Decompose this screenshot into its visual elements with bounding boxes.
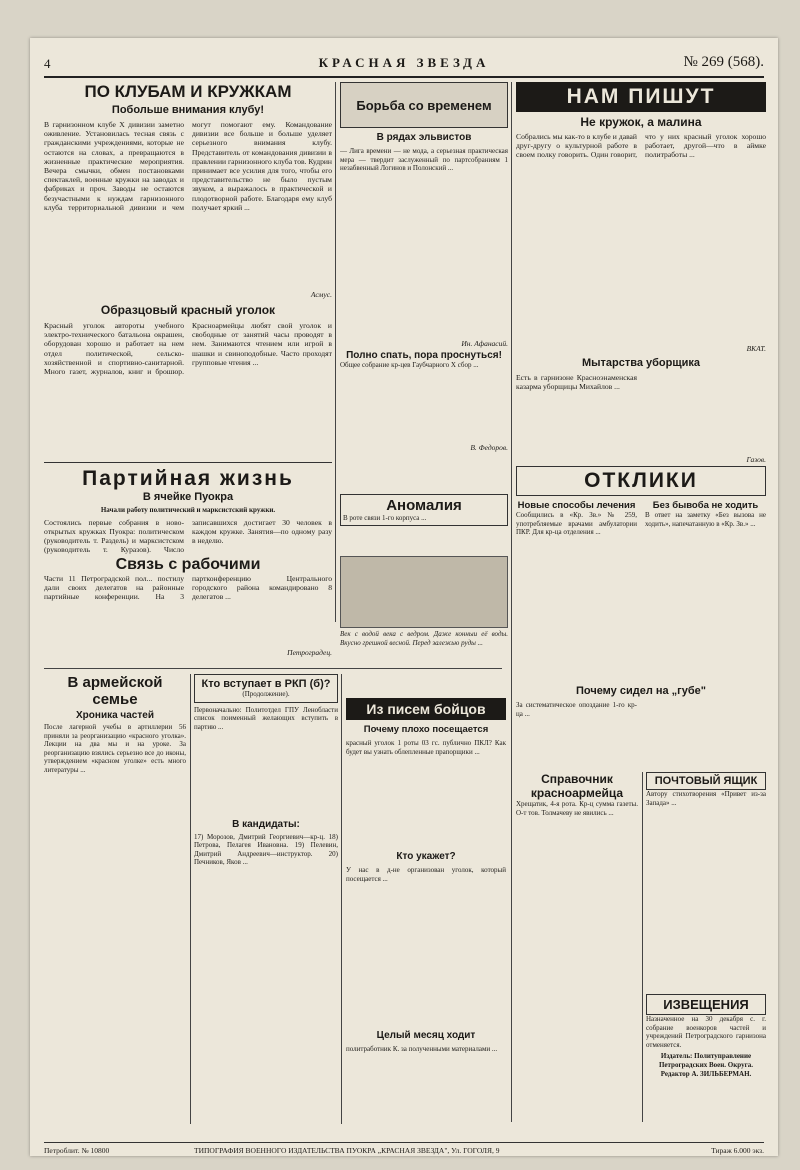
newspaper-page	[30, 38, 778, 1156]
notices-title: ИЗВЕЩЕНИЯ	[646, 994, 766, 1015]
battle-text: — Лига времени — не мода, а серьезная практическая мера — твердит заслуженный по партсобраниям 1 незабвенный Логинов и Полонский ...	[340, 147, 508, 173]
response1-title: Новые способы лечения	[517, 500, 636, 511]
q1-text: красный уголок 1 роты 03 гс. публично ПКЛ? Как будет вы узнать облепленные прапорщики ...	[346, 739, 506, 756]
notices-text: Назначенное на 30 декабря с. г. собрание военкоров частей и учреждений Петроградского гарнизона отменяется.	[646, 1015, 766, 1049]
responses-section	[516, 466, 766, 766]
rkp-paren: (Продолжение).	[242, 690, 290, 698]
battle-title: Борьба со временем	[356, 97, 492, 113]
sleep-text: Общее собрание кр-цев Гаубчарного X сбор ...	[340, 361, 479, 369]
soldiers-letters-section	[346, 698, 506, 1123]
anomaly-text: В роте связи 1-го корпуса ...	[343, 514, 427, 522]
footer-right: Тираж 6.000 экз.	[711, 1146, 764, 1155]
guide-text: Хрещатик, 4-я рота. Кр-ц сумма газеты. О-т тов. Толмачеву не явились ...	[516, 800, 638, 817]
sleep-sign: В. Федоров.	[470, 443, 508, 452]
army-family-text: После лагерной учебы в артиллерии 56 приняли за реорганизацию «красного уголка». Лекции на два мы и на уроке. За реорганизацию взялись серьезно все до иконы, утверждением «красном уголке» есть много литературы ...	[44, 723, 186, 774]
newspaper-title: КРАСНАЯ ЗВЕЗДА	[318, 55, 490, 70]
soldiers-letters-title: Из писем бойцов	[346, 698, 506, 720]
workers-title: Связь с рабочими	[115, 556, 261, 573]
workers-text: Части 11 Петроградской пол... постилу дали своих делегатов на районные партийные конференции. На 3 партконференцию Центрального городского района командировано 8 делегатов ...	[44, 574, 332, 602]
q1-title: Почему плохо посещается	[363, 724, 489, 735]
response2-text: В ответ на заметку «Без вызова не ходить», напечатанную в «Кр. Зв.» ...	[645, 511, 766, 528]
mailbox-section	[646, 772, 766, 1122]
clubs-section	[44, 82, 332, 452]
rkp-title: Кто вступает в РКП (б)?	[201, 678, 331, 690]
party-subtitle: В ячейке Пуокра	[142, 491, 234, 503]
column-divider	[511, 82, 512, 1122]
rkp-list: 17) Морозов, Дмитрий Георгиевич—кр-ц. 18) Петрова, Пелагея Ивановна. 19) Пелевин, Дмитрий Андреевич—инструктор. 20) Печников, Яков ...	[194, 832, 338, 867]
letters-text: Собрались мы как-то в клубе и давай друг-другу о культурной работе в своем полку говорить. Один говорит, что у них красный уголок хорошо работает, другой—что в аймке политработы ...	[516, 132, 766, 160]
page-number: 4	[44, 56, 51, 71]
letters-section	[516, 82, 766, 462]
cleaner-title: Мытарства уборщика	[581, 357, 701, 369]
battle-section-title: В рядах эльвистов	[376, 132, 472, 143]
issue-number: № 269 (568).	[683, 54, 764, 70]
response2-title: Без бывоба не ходить	[652, 500, 759, 511]
anomaly-poem: Век с водой века с ведром. Даже конныи её воды. Вкусно грешной весной. Перед залежью руды ...	[340, 630, 508, 647]
clubs-sign: Асмус.	[310, 290, 332, 299]
footer-left: Петроблит. № 10800	[44, 1146, 110, 1155]
letters-subtitle: Не кружок, а малина	[580, 115, 702, 129]
page-header	[44, 52, 764, 78]
column-divider	[190, 674, 191, 1124]
rkp-section	[194, 674, 338, 1124]
clubs-title: ПО КЛУБАМ И КРУЖКАМ	[84, 82, 292, 101]
party-text: Состоялись первые собрания в ново-открытых кружках Пуокра: политическом (руководитель т. Раздель) и марксистском (руководитель т. Куразов). Число записавшихся достигает 30 человек в каждом кружке. Занятия—по одному разу в неделю.	[44, 517, 332, 555]
section-divider	[44, 668, 502, 669]
army-family-title: В армейской семье	[67, 674, 163, 708]
mailbox-title: ПОЧТОВЫЙ ЯЩИК	[646, 772, 766, 790]
battle-section	[340, 82, 508, 492]
workers-section	[44, 556, 332, 664]
footer-center: ТИПОГРАФИЯ ВОЕННОГО ИЗДАТЕЛЬСТВА ПУОКРА „КРАСНАЯ ЗВЕЗДА", Ул. ГОГОЛЯ, 9	[194, 1146, 500, 1155]
guide-section	[516, 772, 638, 1122]
army-family-section	[44, 674, 186, 1124]
anomaly-section	[340, 494, 508, 666]
candidates-heading: В кандидаты:	[232, 818, 300, 830]
responses-title: ОТКЛИКИ	[516, 466, 766, 496]
corner-text: Красный уголок автороты учебного электро-технического батальона окрашен, оборудован хорошо и работает на нем отдел политической, сельско-хозяйственной и спортивно-санитарной. Много газет, журналов, книг и брошюр. Красноармейцы любят свой уголок и свободные от занятий часы проводят в нем. Занимаются чтением или игрой в шашки и свиноподобные. Часто проходят групповые чтения ...	[44, 321, 332, 377]
letters-sign: ВКАТ.	[746, 344, 766, 353]
cleaner-sign: Газов.	[746, 455, 766, 462]
column-divider	[642, 772, 643, 1122]
cleaner-text: Есть в гарнизоне Красноэнаменская казарма уборщицы Михайлов ...	[516, 373, 637, 392]
clubs-text: В гарнизонном клубе X дивизии заметно оживление. Установилась тесная связь с гражданскими учреждениями, которые не остаются на словах, а превращаются в жизненные практические мероприятия. Вечера смычки, обмен постановками спектаклей, военные кружки на заводах и фабриках и проч. Заводы не остаются безучастными к нуждам гарнизонного клуба территориальной дивизии и чем могут помогают ему. Командование дивизии все больше и больше уделяет серьезного внимания клубу. Представитель от командования дивизии в правлении гарнизонного клуба тов. Кудрин принимает все усилия для того, чтобы его представительство не было пустым звуком, а выражалось в практической и плодотворной работе. Благодаря ему клуб получает яркий ...	[44, 120, 332, 212]
workers-sign: Петроградец.	[287, 648, 332, 657]
sleep-title: Полно спать, пора проснуться!	[346, 350, 502, 361]
anomaly-title: Аномалия	[386, 497, 462, 514]
mailbox-text: Автору стихотворения «Привет из-за Запада» ...	[646, 790, 766, 807]
publisher: Издатель: Политуправление Петроградских Воен. Округа. Редактор А. ЗИЛЬБЕРМАН.	[658, 1052, 754, 1078]
letters-title: НАМ ПИШУТ	[516, 82, 766, 112]
battle-banner	[340, 82, 508, 128]
column-divider	[341, 674, 342, 1124]
q3-title: Целый месяц ходит	[376, 1030, 476, 1041]
response3-title: Почему сидел на „губе"	[575, 685, 707, 697]
cartoon-illustration	[340, 556, 508, 628]
party-kicker: Начали работу политический и марксистский кружки.	[100, 506, 276, 514]
army-family-subtitle: Хроника частей	[76, 710, 154, 721]
guide-title: Справочник красноармейца	[530, 772, 624, 800]
party-title: Партийная жизнь	[82, 467, 294, 490]
q2-title: Кто укажет?	[396, 851, 456, 862]
page-footer	[44, 1142, 764, 1155]
response1-text: Сообщились в «Кр. Зв.» № 259, употребляемые врачами амбулатории ПКР. Для кр-ца отделения ...	[516, 511, 637, 537]
battle-sign: Ин. Афанасий.	[461, 339, 508, 348]
q2-text: У нас в д-не организован уголок, который посещается ...	[346, 866, 506, 883]
q3-text: политработник К. за полученными материалами ...	[346, 1045, 498, 1053]
corner-title: Образцовый красный уголок	[100, 303, 276, 317]
column-divider	[335, 82, 336, 622]
response3-text: За систематическое опоздание 1-го кр-ца ...	[516, 701, 637, 718]
clubs-subtitle: Побольше внимания клубу!	[111, 104, 265, 116]
rkp-text: Первоначально: Политотдел ГПУ Ленобласти список поименный желающих вступить в партию ...	[194, 705, 338, 731]
